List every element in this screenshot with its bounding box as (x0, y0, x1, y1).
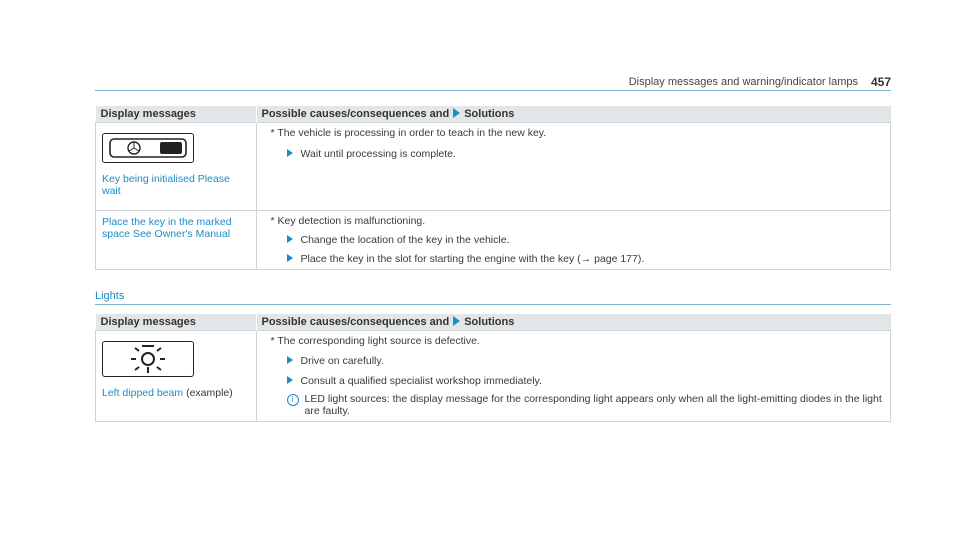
column-header-causes-text: Possible causes/consequences and (261, 108, 450, 120)
table-row (96, 331, 891, 422)
display-message-line (102, 387, 250, 399)
column-header-causes (256, 314, 891, 331)
column-header-solutions-text: Solutions (464, 108, 515, 120)
message-cell (96, 211, 257, 270)
causes-cell (256, 123, 891, 211)
step-arrow-icon (287, 356, 293, 364)
step-arrow-icon (287, 254, 293, 262)
page-header (95, 72, 891, 91)
info-text: LED light sources: the display message for the corresponding light appears only when all the light-emitting diodes in the light are faulty. (304, 393, 882, 417)
header-title: Display messages and warning/indicator lamps (628, 76, 858, 88)
display-message-text: Place the key in the marked space See Owner's Manual (102, 216, 232, 240)
section-title: Lights (95, 290, 125, 302)
step-arrow-icon (287, 376, 293, 384)
causes-cell (256, 331, 891, 422)
cause-text: * Key detection is malfunctioning. (270, 215, 426, 227)
table-header-row (96, 106, 891, 123)
causes-cell (256, 211, 891, 270)
solution-step: Consult a qualified specialist workshop immediately. (263, 375, 885, 387)
solution-step: Wait until processing is complete. (263, 148, 885, 160)
solution-step: Drive on carefully. (263, 355, 885, 367)
page-number: 457 (870, 75, 891, 89)
step-arrow-icon (287, 235, 293, 243)
cause-text: * The vehicle is processing in order to teach in the new key. (270, 127, 547, 139)
display-message-text: Key being initialised Please wait (102, 173, 230, 197)
info-note (263, 393, 885, 417)
column-header-messages: Display messages (96, 314, 257, 331)
lights-messages-table (95, 314, 891, 422)
info-icon: i (287, 394, 299, 406)
table-header-row (96, 314, 891, 331)
solution-step: Change the location of the key in the vehicle. (263, 234, 885, 246)
display-message-text: Left dipped beam (102, 387, 184, 399)
arrow-icon (453, 108, 460, 118)
table-row (96, 211, 891, 270)
column-header-causes (256, 106, 891, 123)
display-message-suffix: (example) (186, 387, 233, 399)
arrow-icon (453, 316, 460, 326)
cause-text: * The corresponding light source is defective. (270, 335, 480, 347)
solution-step: Place the key in the slot for starting the engine with the key (→ page 177). (263, 253, 885, 265)
column-header-solutions-text: Solutions (464, 316, 515, 328)
key-initialising-icon (102, 133, 194, 163)
key-messages-table (95, 106, 891, 270)
light-bulb-icon (102, 341, 194, 377)
table-row (96, 123, 891, 211)
message-cell (96, 123, 257, 211)
section-heading (95, 290, 891, 305)
column-header-causes-text: Possible causes/consequences and (261, 316, 450, 328)
step-arrow-icon (287, 149, 293, 157)
column-header-messages: Display messages (96, 106, 257, 123)
message-cell (96, 331, 257, 422)
